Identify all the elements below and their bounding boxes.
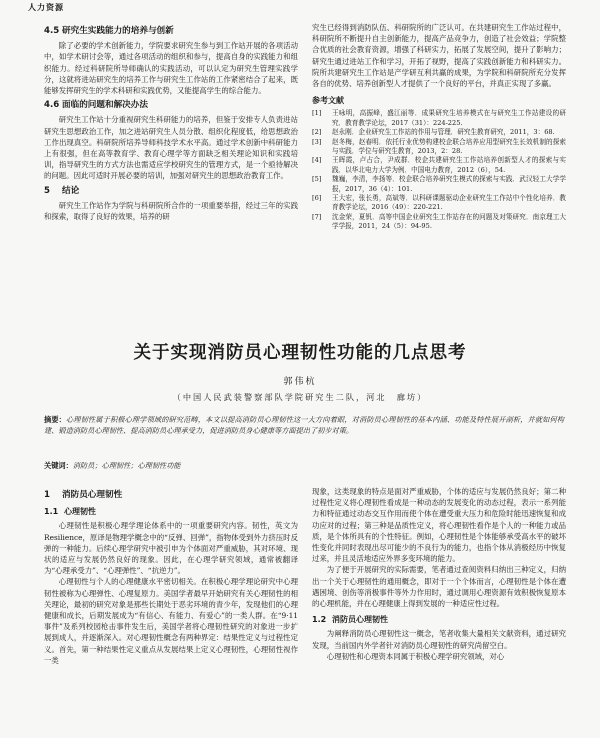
reference-item bbox=[312, 109, 566, 128]
reference-item bbox=[312, 138, 566, 157]
body-paragraph: 研究生工作站十分重视研究生科研能力的培养，但鉴于安排专人负责进站研究生思想政治工作，加之进站研究生人员分散、组织化程度低，给思想政治工作出现真空。科研院所培养导师科技学术水平高。通过学术创新中科研能力上有很强，但在高等教育学、教育心理学等方面缺乏相关理论知识和实践培训，指导研究生的方式方法也需适应学校研究生的管理方式，是一个亟待解决的问题。因此可适时开展必要的培训，加强对研究生的思想政治教育工作。 bbox=[44, 115, 298, 181]
reference-list bbox=[312, 109, 566, 231]
section-title: 研究生实践能力的培养与创新 bbox=[62, 26, 174, 36]
section-title: 消防员心理韧性 bbox=[62, 490, 123, 500]
reference-item bbox=[312, 213, 566, 232]
keywords-label: 关键词： bbox=[44, 461, 73, 470]
reference-item bbox=[312, 128, 566, 137]
section-number: 1 bbox=[44, 490, 50, 500]
body-paragraph: 心理韧性与个人的心理健康水平密切相关。在积极心理学理论研究中心理韧性被称为心理弹性、心理复原力。美国学者最早开始研究有关心理韧性的相关理论，最初的研究对象是那些长期处于恶劣环境的青少年，发现他们的心理健康和成长，后期发展成为“有信心、有能力、有爱心”的一类人群。在“9·11 事件”及系列校园枪击事件发生后，美国学者将心理韧性研究的对象进一步扩展到成人，并逐渐深入。对心理韧性概念有两种界定：结果性定义与过程性定义。首先，第一种结果性定义重点从发展结果上定义心理韧性，心理韧性视作一类 bbox=[44, 577, 298, 665]
reference-number: [3] bbox=[312, 137, 322, 146]
section-number: 4.6 bbox=[44, 100, 60, 111]
article-author: 郭伟杭 bbox=[283, 377, 317, 387]
reference-text: 赵冬梅，赵春明．依托行业优势构建校企联合培养应用型研究生长效机制的探索与实践．学位与研究生教育，2013，2：28. bbox=[332, 137, 566, 156]
lower-left-column bbox=[44, 486, 298, 666]
body-paragraph: 究生已经得到消防队伍、科研院所的广泛认可。在共建研究生工作站过程中，科研院所不断提升自主创新能力，提高产品竞争力，创造了社会效益；学院整合优质的社会教育资源，增强了科研实力，拓展了发展空间，提升了影响力；研究生通过进站工作和学习，开拓了视野，提高了实践创新能力和科研实力。院所共建研究生工作站是产学研互利共赢的成果，为学院和科研院所充分发挥各自的优势、培养创新型人才提供了一个良好的平台，并真正实现了多赢。 bbox=[312, 23, 566, 89]
keywords-text: 消防员；心理韧性；心理韧性功能 bbox=[72, 461, 181, 470]
section-heading bbox=[44, 490, 298, 501]
section-heading bbox=[44, 26, 298, 37]
article-abstract bbox=[44, 414, 564, 436]
reference-text: 王咏明，高振峰，盛江丽等．成果研究生培养模式在与研究生工作站建设的研究．教育教学论坛，2017（31）：224-225. bbox=[332, 109, 566, 127]
subsection-heading bbox=[312, 614, 566, 625]
lower-right-column bbox=[312, 486, 566, 662]
running-header: 人力资源 bbox=[28, 2, 64, 12]
article-affiliation: （中国人民武装警察部队学院研究生二队，河北 廊坊） bbox=[172, 392, 428, 402]
subsection-number: 1.1 bbox=[44, 507, 59, 517]
section-5 bbox=[44, 186, 298, 223]
section-title: 结论 bbox=[62, 185, 80, 196]
subsection-number: 1.2 bbox=[312, 615, 327, 625]
section-heading bbox=[44, 100, 298, 111]
upper-right-column bbox=[312, 22, 566, 232]
reference-number: [6] bbox=[312, 194, 322, 203]
section-4-6 bbox=[44, 100, 298, 181]
section-number: 5 bbox=[44, 185, 50, 196]
body-paragraph: 为阐释消防员心理韧性这一概念，笔者收集大量相关文献资料，通过研究发现，当前国内外学者针对消防员心理韧性的研究尚留空白。 bbox=[312, 629, 566, 650]
reference-text: 魏巍，李清，李扬等．校企联合培养研究生模式的探索与实践．武汉轻工大学学报，2017，36（4）：101. bbox=[332, 175, 566, 193]
section-number: 4.5 bbox=[44, 26, 60, 36]
subsection-heading bbox=[44, 506, 298, 517]
abstract-text: 心理韧性属于积极心理学领域的研究范畴，本文以提高消防员心理韧性这一大方向着眼，对消防员心理韧性的基本内涵、功能及特性展开剖析，并就如何构建、锻造消防员心理韧性、提高消防员心理承受力，促进消防员身心健康等方面提出了初步对策。 bbox=[44, 415, 564, 435]
body-paragraph: 现象，这类现象的特点是面对严重威胁，个体的适应与发展仍然良好；第二种过程性定义将心理韧性看成是一种动态的发展变化的动态过程，表示一系列能力和特征通过动态交互作用而使个体在遭受重大压力和危险时能迅速恢复和成功应对的过程；第三种是品质性定义，将心理韧性看作是个人的一种能力或品质，是个体所具有的个性特征。例如，心理韧性是个体能够承受高水平的破坏性变化并同时表现出尽可能少的不良行为的能力，也指个体从消极经历中恢复过来，并且灵活地适应外界多变环境的能力。 bbox=[312, 487, 566, 564]
references-title: 参考文献 bbox=[312, 96, 344, 106]
section-4-5 bbox=[44, 26, 298, 96]
body-paragraph: 除了必要的学术创新能力，学院要求研究生参与到工作站开展的各项活动中，如学术研讨会等，通过各项活动的组织和参与，提高自身的实践能力和组织能力。经过科研院所导师确认的实践活动，可以认定为研究生管理实践学分，这就将进站研究生的培养工作与研究生工作站的工作紧密结合了起来，既能够发挥研究生的学术科研和实践优势，又能提高学生的综合能力。 bbox=[44, 41, 298, 96]
section-title: 面临的问题和解决办法 bbox=[62, 100, 148, 111]
reference-number: [2] bbox=[312, 128, 322, 137]
article-keywords bbox=[44, 460, 564, 471]
reference-text: 王晖霞，卢占合，尹成群．校企共建研究生工作站培养创新型人才的探索与实践．以华北电力大学为例．中国电力教育，2012（6），54. bbox=[332, 156, 566, 174]
reference-text: 赵永刚．企业研究生工作站的作用与管理．研究生教育研究，2011，3：68. bbox=[332, 128, 555, 137]
section-heading bbox=[44, 186, 298, 197]
article-title: 关于实现消防员心理韧性功能的几点思考 bbox=[133, 343, 467, 363]
reference-number: [4] bbox=[312, 156, 322, 165]
body-paragraph: 为了便于开展研究的实际需要，笔者通过查阅资料归纳出三种定义，归纳出一个关于心理韧性的通用概念，即对于一个个体而言，心理韧性是个体在遭遇困境、创伤等消极事件等外力作用时，通过调用心理资源有效积极恢复原本的心理机能，并在心理健康上得到发展的一种适应性过程。 bbox=[312, 565, 566, 609]
subsection-title: 心理韧性 bbox=[64, 507, 96, 517]
reference-number: [5] bbox=[312, 175, 322, 184]
reference-item bbox=[312, 175, 566, 194]
upper-left-column bbox=[44, 22, 298, 222]
body-paragraph: 心理韧性和心理资本同属于积极心理学研究领域，对心 bbox=[326, 651, 505, 661]
reference-item bbox=[312, 156, 566, 175]
reference-text: 沈金荣，夏钒．高等中国企业研究生工作站存在的问题及对策研究．南京理工大学学报，2011，24（5）：94-95. bbox=[332, 212, 566, 231]
reference-number: [1] bbox=[312, 109, 322, 118]
reference-number: [7] bbox=[312, 212, 322, 221]
body-paragraph: 心理韧性是积极心理学理论体系中的一项重要研究内容。韧性，英文为 Resilience，原译是物理学概念中的“反弹、回弹”，指物体受到外力挤压时反弹的一种能力。后续心理学研究中被引申为个体面对严重威胁，其对环境、现状的适应与发展仍然良好的现象。因此，在心理学研究领域，通常被翻译为“心理承受力”、“心理弹性”、“抗逆力”。 bbox=[44, 521, 298, 576]
abstract-label: 摘要： bbox=[44, 415, 66, 424]
reference-item bbox=[312, 194, 566, 213]
reference-text: 王大宏，张长勇，高斌等．以科研课题驱动企业研究生工作站中个性化培养．教育教学论坛，2016（49）：220-221. bbox=[332, 194, 566, 212]
subsection-title: 消防员心理韧性 bbox=[332, 615, 388, 625]
body-paragraph: 研究生工作站作为学院与科研院所合作的一项重要举措，经过三年的实践和探索，取得了良好的效果，培养的研 bbox=[44, 200, 298, 222]
